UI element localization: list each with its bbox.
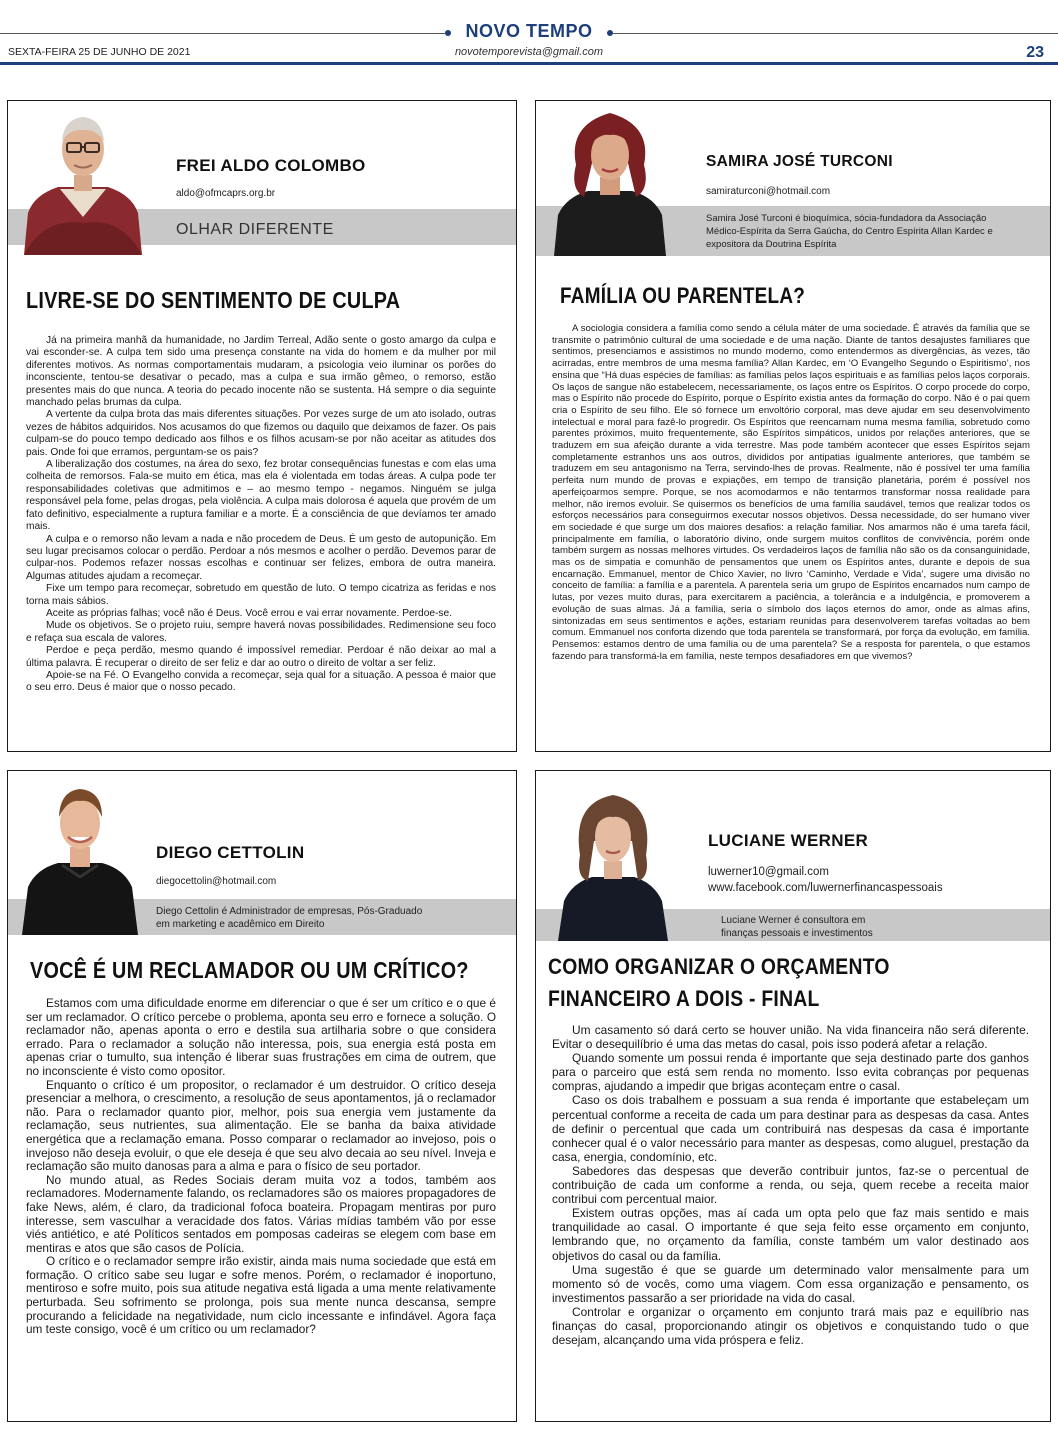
author-name: LUCIANE WERNER [708, 831, 869, 850]
article-headline-line1: COMO ORGANIZAR O ORÇAMENTO [548, 954, 890, 979]
author-portrait-icon [24, 105, 142, 255]
author-photo [554, 105, 666, 256]
author-name: DIEGO CETTOLIN [156, 843, 305, 862]
article-headline-line2: FINANCEIRO A DOIS - FINAL [548, 986, 820, 1011]
author-email[interactable]: samiraturconi@hotmail.com [706, 186, 831, 197]
author-photo [22, 777, 138, 935]
paragraph: Um casamento só dará certo se houver união. Na vida financeira não será diferente. Evitar o desequilíbrio é uma das metas do casal, pois isso poderá afetar a relação. [552, 1023, 1029, 1052]
paragraph: Sabedores das despesas que deverão contribuir juntos, faz-se o percentual de contribuição de cada um conforme a renda, ou seja, quem recebe a receita maior contribui com percentual maior. [552, 1163, 1029, 1207]
paragraph: Aceite as próprias falhas; você não é Deus. Você errou e vai errar novamente. Perdoe-se. [46, 607, 453, 619]
paragraph: Mude os objetivos. Se o projeto ruiu, sempre haverá novas possibilidades. Redimensione seu foco e refaça sua escala de valores. [26, 620, 496, 644]
paragraph: Estamos com uma dificuldade enorme em diferenciar o que é ser um crítico e o que é ser um reclamador. O crítico percebe o problema, aponta seu erro e fornece a solução. O reclamador não, apenas aponta o erro e destila sua artilharia sobre o que considera errado. Para o reclamador a solução não interessa, pois, sua energia está posta em apenas criar o tumulto, sua intenção é liberar suas frustrações em cima de outrem, que no inconsciente é visto como opositor. [26, 996, 496, 1078]
paragraph: Perdoe e peça perdão, mesmo quando é impossível remediar. Perdoar é não deixar ao mal a última palavra. É recuperar o direito de ser feliz e dar ao outro o direito de voltar a ser feliz. [26, 645, 496, 669]
edition-date: SEXTA-FEIRA 25 DE JUNHO DE 2021 [8, 46, 191, 58]
article-body [26, 997, 496, 1337]
paragraph: A vertente da culpa brota das mais diferentes situações. Por vezes surge de um ato isolado, outras vezes de hábitos adquiridos. Nos acusamos do que fizemos ou daquilo que deixamos de fazer. Os pais culpam-se do pouco tempo dedicado aos filhos e os filhos acusam-se por não aceitar as atitudes dos pais. Onde foi que erramos, perguntam-se os pais? [26, 409, 496, 458]
article-body [26, 335, 496, 695]
newspaper-title: NOVO TEMPO [465, 21, 593, 41]
paragraph: Quando somente um possui renda é importante que seja destinado parte dos ganhos para o parceiro que está sem renda no momento. Isso evita cobranças por pequenas compras, ajudando a impedir que brigas aconteçam entre o casal. [552, 1051, 1029, 1094]
author-photo [558, 785, 668, 941]
author-portrait-icon [558, 785, 668, 941]
author-email[interactable]: luwerner10@gmail.com [708, 866, 829, 878]
author-email[interactable]: diegocettolin@hotmail.com [156, 876, 277, 887]
paragraph: No mundo atual, as Redes Sociais deram muita voz a todos, também aos reclamadores. Modernamente falando, os reclamadores são os maiores propagadores de fake News, além, é claro, da tradicional fofoca boateira. Propagam mentiras por puro interesse, sem vasculhar a veracidade dos fatos. Várias mídias também vão por esse viés antiético, e até Políticos sentados em pomposas cadeiras se elegem com base em mentiras e atos que são casos de Polícia. [26, 1172, 496, 1255]
author-bio: Luciane Werner é consultora em finanças pessoais e investimentos [721, 915, 873, 939]
newspaper-email[interactable]: novotemporevista@gmail.com [454, 46, 604, 58]
article-headline: VOCÊ É UM RECLAMADOR OU UM CRÍTICO? [30, 957, 469, 983]
article-headline: FAMÍLIA OU PARENTELA? [560, 283, 806, 308]
article-aldo-colombo [7, 100, 517, 752]
article-body [552, 1023, 1029, 1347]
article-headline: LIVRE-SE DO SENTIMENTO DE CULPA [26, 287, 401, 313]
author-photo [24, 105, 142, 255]
paragraph: Existem outras opções, mas aí cada um opta pelo que faz mais sentido e mais tranquilidade ao casal. O importante é que seja feito esse orçamento em conjunto, lembrando que, no orçamento da família, conste também um valor destinado aos objetivos do casal ou da família. [552, 1206, 1029, 1263]
article-samira-turconi [535, 100, 1051, 752]
paragraph: Controlar e organizar o orçamento em conjunto trará mais paz e equilíbrio nas finanças do casal, proporcionando atingir os objetivos e conquistando tudo o que desejam, alcançando uma vida próspera e feliz. [552, 1304, 1029, 1348]
author-website[interactable]: www.facebook.com/luwernerfinancaspessoais [708, 882, 943, 894]
column-name: OLHAR DIFERENTE [176, 221, 334, 238]
paragraph: O crítico e o reclamador sempre irão existir, ainda mais numa sociedade que está em formação. O crítico sabe seu lugar e sofre menos. Porém, o reclamador é inoportuno, mentiroso e sofre muito, pois sua atitude negativa está ligada a uma mente relativamente perturbada. Seu sofrimento se prolonga, pois sua mente nunca descansa, sempre procurando a felicidade na negatividade, num ciclo incessante e infindável. Agora faça um teste consigo, você é um crítico ou um reclamador? [26, 1254, 496, 1337]
article-body [552, 323, 1030, 662]
article-luciane-werner [535, 770, 1051, 1422]
article-diego-cettolin [7, 770, 517, 1422]
author-name: SAMIRA JOSÉ TURCONI [706, 153, 893, 170]
paragraph: Caso os dois trabalhem e possuam a sua renda é importante que estabeleçam um percentual conforme a receita de cada um para destinar para as despesas da casa. Antes de definir o percentual que cada um contribuirá nas despesas da casa é importante conhecer qual é o valor necessário para manter as despesas, como aluguel, prestação da casa, energia, condomínio, etc. [552, 1093, 1029, 1164]
paragraph: Já na primeira manhã da humanidade, no Jardim Terreal, Adão sente o gosto amargo da culpa e vai esconder-se. A culpa tem sido uma presença constante na vida do homem e da mulher por mil diferentes motivos. As normas comportamentais mudaram, a psicologia veio iluminar os porões do inconsciente, tentou-se desativar o pecado, mas a culpa e sua irmão gêmeo, o remorso, estão presentes mais do que nunca. A teoria do pecado inocente não se sustenta. Há sempre o dia seguinte manchado pelas brumas da culpa. [26, 335, 496, 409]
paragraph: Apoie-se na Fé. O Evangelho convida a recomeçar, seja qual for a situação. A pessoa é maior que o seu erro. Deus é maior que o nosso pecado. [26, 669, 496, 694]
author-portrait-icon [554, 105, 666, 256]
author-bio: Samira José Turconi é bioquímica, sócia-fundadora da Associação Médico-Espírita da Serra Gaúcha, do Centro Espírita Allan Kardec e expositora da Doutrina Espírita [706, 213, 993, 250]
masthead-bottom-rule [0, 62, 1058, 65]
author-bio: Diego Cettolin é Administrador de empresas, Pós-Graduado em marketing e acadêmico em Direito [156, 906, 423, 930]
author-email[interactable]: aldo@ofmcaprs.org.br [176, 188, 276, 199]
paragraph: A sociologia considera a família como sendo a célula máter de uma sociedade. É através da família que se transmite o patrimônio cultural de uma sociedade e de uma nação. Diante de tantos desajustes familiares que sentimos, presenciamos e assistimos no mundo moderno, como entendermos as divergências, às vezes, tão acirradas, entre membros de uma mesma família? Allan Kardec, em ‘O Evangelho Segundo o Espiritismo’, nos ensina que “Há duas espécies de famílias: as famílias pelos laços espirituais e as famílias pelos laços corporais. Os laços de sangue não estabelecem, necessariamente, os laços entre os Espíritos. O corpo procede do corpo, mas o Espírito não procede do Espírito, porque o Espírito existia antes da formação do corpo. Não é o pai quem cria o Espírito de seu filho. Ele só fornece um envoltório corporal, mas deve ajudar em seu desenvolvimento intelectual e moral para fazê-lo progredir. Os Espíritos que reencarnam numa mesma família, sobretudo como parentes próximos, muito frequentemente, são Espíritos simpáticos, unidos por relações anteriores, que se traduzem em sua afeição durante a vida terrestre. Mas pode também acontecer que esses Espíritos sejam completamente estranhos uns aos outros, divididos por antipatias igualmente anteriores, que também se traduzem em seu antagonismo na Terra, servindo-lhes de provas. Realmente, não é possível ter uma família perfeita num mundo de provas e expiações, em tempo de transição planetária, porém é possível nos aperfeiçoarmos sempre. Porque, se nos acomodarmos e não tentarmos transformar nossa realidade para melhor, não iremos evoluir. Se quisermos os benefícios de uma família saudável, temos que realizar todos os esforços necessários para conseguirmos executar nossos objetivos. Dessa necessidade, do ser humano viver em sociedade é que surge um dos maiores desafios: a relação familiar. Nos amarmos não é uma tarefa fácil, principalmente em família, o laboratório divino, onde surgem muitos conflitos de convivência, porém onde também surgem as nossas melhores virtudes. Os verdadeiros laços de família não são os da consanguinidade, mas os de simpatia e comunhão de pensamentos que unem os Espíritos antes, durante e depois de sua encarnação. Emmanuel, mentor de Chico Xavier, no livro ‘Caminho, Verdade e Vida’, sugere uma divisão no conceito de família: a família e a parentela. A parentela seria um grupo de Espíritos encarnados num campo de lutas, por vezes muito duras, para exercitarem a paciência, a tolerância e a indulgência, e promoverem a evolução de suas almas. Já a família, seria o símbolo dos laços eternos do amor, onde as almas afins, sintonizadas em seus sentimentos e ações, estariam reunidas para desenvolverem tarefas voltadas ao bem comum. Emmanuel nos conforta dizendo que toda parentela se transformará, por força da evolução, em família. Pensemos: estamos dentro de uma família ou de uma parentela? Se a resposta for parentela, o que estamos fazendo para transformá-la em família, neste tempos desafiadores em que vivemos? [552, 323, 1030, 662]
paragraph: A culpa e o remorso não levam a nada e não procedem de Deus. É um gesto de autopunição. Em seu lugar precisamos colocar o perdão. Perdoar a nós mesmos e acolher o perdão. Devemos parar de culpar-nos. Podemos refazer nossas escolhas e continuar ser felizes, embora de outra maneira. Algumas atitudes ajudam a recomeçar. [26, 533, 496, 582]
paragraph: Enquanto o crítico é um propositor, o reclamador é um destruidor. O crítico deseja presenciar a melhora, o crescimento, a resolução de seus apontamentos, já o reclamador não. Para o reclamador quanto pior, melhor, pois sua energia vem justamente da reclamação, seus nutrientes, sua alimentação. Ele se banha da baixa atividade energética que a reclamação emana. Posso comparar o reclamador ao invejoso, pois o invejoso não deseja evoluir, o que ele deseja é que seu alvo decaia ao seu nível. Inveja e reclamação são muito danosas para a alma e para o físico de seu portador. [26, 1077, 496, 1174]
paragraph: A liberalização dos costumes, na área do sexo, fez brotar consequências funestas e com elas uma colheita de remorsos. Fala-se muito em ética, mas ela é violentada em todas áreas. A culpa pode ter responsabilidades coletivas que admitimos e – ao mesmo tempo - negamos. Ninguém se julga responsável pela fome, pelas drogas, pela violência. A culpa mais dolorosa é aquela que provém de um fato definitivo, especialmente a ruptura familiar e a morte. É a consciência de que devíamos ter amado mais. [26, 459, 496, 533]
author-portrait-icon [22, 777, 138, 935]
paragraph: Fixe um tempo para recomeçar, sobretudo em questão de luto. O tempo cicatriza as feridas e nos torna mais sábios. [26, 583, 496, 607]
paragraph: Uma sugestão é que se guarde um determinado valor mensalmente para um momento só de vocês, como uma viagem. Com essa organização e pensamento, os investimentos passarão a ser prioridade na vida do casal. [552, 1262, 1029, 1305]
author-name: FREI ALDO COLOMBO [176, 156, 366, 175]
page-number: 23 [1026, 44, 1044, 61]
masthead [0, 0, 1058, 70]
